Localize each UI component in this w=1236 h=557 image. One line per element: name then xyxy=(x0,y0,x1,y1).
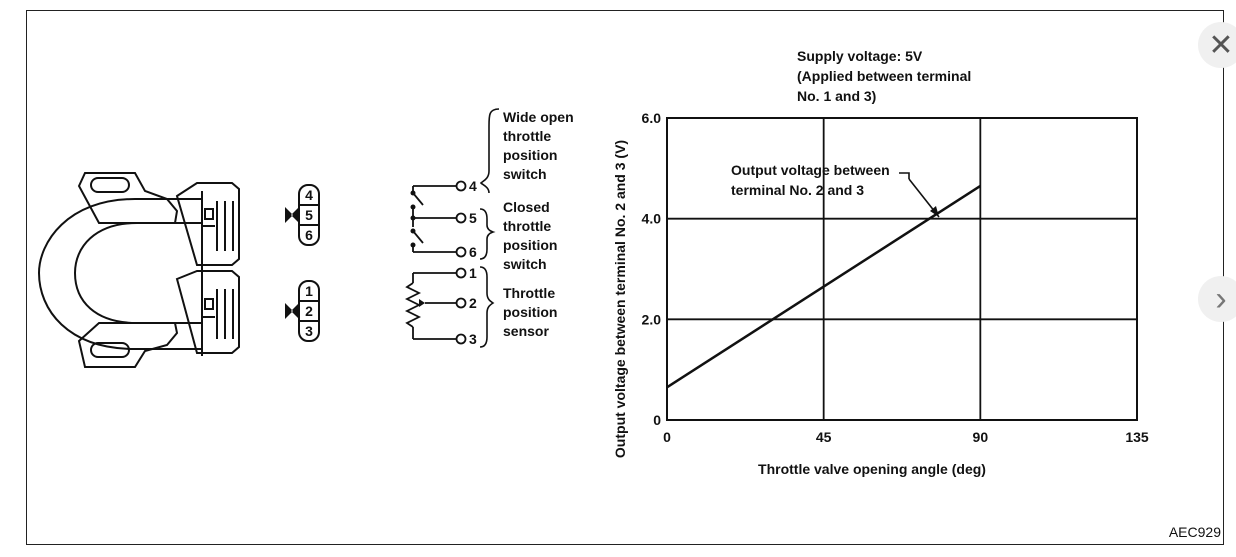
svg-text:No. 1 and 3): No. 1 and 3) xyxy=(797,88,877,104)
sensor-label xyxy=(503,285,557,339)
terminal-number: 6 xyxy=(469,244,477,260)
svg-text:throttle: throttle xyxy=(503,218,552,234)
next-button[interactable] xyxy=(1198,276,1236,322)
annotation-leader xyxy=(899,173,909,179)
y-axis-title: Output voltage between terminal No. 2 and 3 (V) xyxy=(612,139,628,459)
svg-text:terminal No. 2 and 3: terminal No. 2 and 3 xyxy=(731,182,865,198)
voltage-chart xyxy=(612,48,1149,477)
svg-text:position: position xyxy=(503,304,558,320)
terminal-number: 5 xyxy=(469,210,477,226)
connector-latch-icon xyxy=(285,303,299,319)
supply-voltage-note xyxy=(797,48,971,104)
terminal-number: 1 xyxy=(469,265,477,281)
connector-top-face xyxy=(285,185,319,245)
terminal-number: 2 xyxy=(469,295,477,311)
pin-label: 3 xyxy=(305,323,313,339)
x-tick-label: 45 xyxy=(815,429,832,445)
wide-open-switch-label xyxy=(503,109,574,182)
close-button[interactable] xyxy=(1198,22,1236,68)
schematic-braces xyxy=(480,109,499,347)
switch-labels xyxy=(503,109,574,339)
switch-schematic xyxy=(407,182,466,344)
connector-latch-icon xyxy=(285,207,299,223)
sensor-body-drawing xyxy=(39,173,239,367)
terminal-number: 4 xyxy=(469,178,477,194)
figure-canvas xyxy=(27,11,1225,546)
y-tick-label: 2.0 xyxy=(641,311,661,328)
x-axis-title: Throttle valve opening angle (deg) xyxy=(758,461,986,477)
terminal-number: 3 xyxy=(469,331,477,347)
connector-bottom-face xyxy=(285,281,319,341)
chevron-right-icon: › xyxy=(1215,280,1227,318)
x-tick-label: 0 xyxy=(663,429,671,445)
svg-text:switch: switch xyxy=(503,256,547,272)
svg-text:position: position xyxy=(503,237,558,253)
pin-label: 4 xyxy=(305,187,313,203)
svg-text:Throttle: Throttle xyxy=(503,285,556,301)
y-tick-label: 6.0 xyxy=(641,110,661,126)
svg-text:throttle: throttle xyxy=(503,128,552,144)
figure-frame xyxy=(26,10,1227,545)
svg-text:Wide open: Wide open xyxy=(503,109,574,125)
svg-text:position: position xyxy=(503,147,558,163)
pin-label: 1 xyxy=(305,283,313,299)
y-tick-label: 0 xyxy=(653,412,661,428)
pin-label: 2 xyxy=(305,303,313,319)
svg-text:switch: switch xyxy=(503,166,547,182)
svg-text:Supply voltage: 5V: Supply voltage: 5V xyxy=(797,48,923,64)
figure-code: AEC929 xyxy=(1168,524,1221,540)
pin-label: 6 xyxy=(305,227,313,243)
svg-text:Output voltage between: Output voltage between xyxy=(731,162,890,178)
pin-label: 5 xyxy=(305,207,313,223)
x-tick-label: 90 xyxy=(972,429,989,445)
svg-text:sensor: sensor xyxy=(503,323,549,339)
svg-text:(Applied between terminal: (Applied between terminal xyxy=(797,68,972,84)
x-tick-label: 135 xyxy=(1125,429,1149,445)
output-voltage-annotation xyxy=(731,162,939,217)
wiper-arrow-icon xyxy=(419,299,425,307)
chart-tick-labels xyxy=(642,110,1149,445)
closed-switch-label xyxy=(503,199,557,272)
svg-text:Closed: Closed xyxy=(503,199,550,215)
y-tick-label: 4.0 xyxy=(641,210,661,227)
close-icon: ✕ xyxy=(1208,28,1234,62)
schematic-terminal-numbers xyxy=(469,178,477,347)
